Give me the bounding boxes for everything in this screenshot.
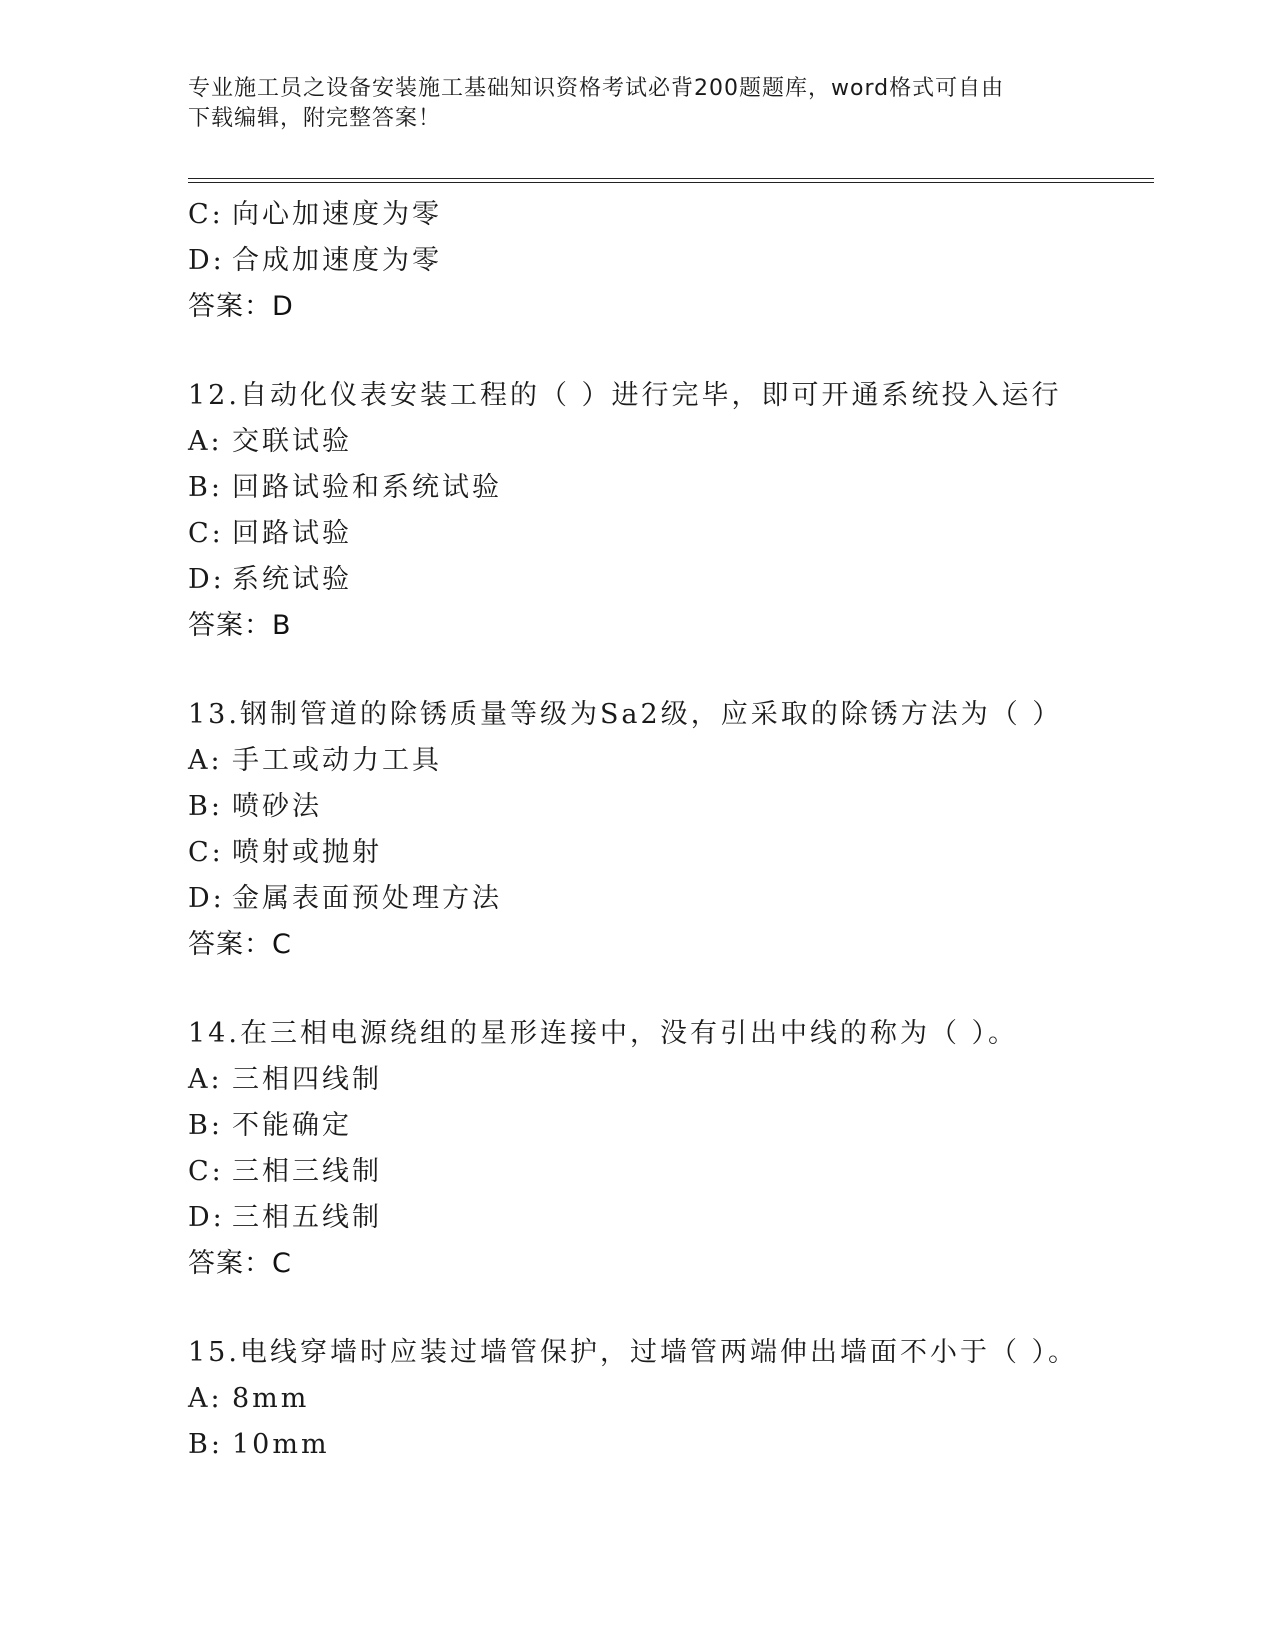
option-b (188, 1103, 1154, 1149)
question-title: 15.电线穿墙时应装过墙管保护，过墙管两端伸出墙面不小于（ ）。 (188, 1337, 1079, 1368)
option-label: A: (188, 426, 223, 457)
option-label: C: (188, 1156, 224, 1187)
question-title: 12.自动化仪表安装工程的（ ）进行完毕，即可开通系统投入运行 (188, 380, 1062, 411)
option-label: D: (188, 245, 225, 276)
answer-line: 答案：B (188, 610, 292, 641)
answer-line: 答案：C (188, 929, 292, 960)
option-label: A: (188, 745, 223, 776)
header-divider (188, 178, 1154, 183)
option-b (188, 465, 1154, 511)
option-text: 10mm (232, 1429, 330, 1460)
option-a (188, 1057, 1154, 1103)
option-text: 不能确定 (232, 1110, 352, 1141)
answer-line: 答案：D (188, 291, 294, 322)
option-text: 喷砂法 (232, 791, 322, 822)
answer-line: 答案：C (188, 1248, 292, 1279)
header-title-line-2: 下载编辑，附完整答案！ (188, 106, 442, 131)
option-text: 三相四线制 (232, 1064, 382, 1095)
option-a (188, 738, 1154, 784)
option-label: C: (188, 199, 224, 230)
option-label: B: (188, 1110, 223, 1141)
option-text: 合成加速度为零 (232, 245, 442, 276)
option-c (188, 511, 1154, 557)
option-b (188, 1422, 1154, 1468)
option-label: A: (188, 1383, 223, 1414)
option-text: 回路试验 (232, 518, 352, 549)
option-text: 系统试验 (232, 564, 352, 595)
question-title: 13.钢制管道的除锈质量等级为Sa2级，应采取的除锈方法为（ ） (188, 699, 1063, 730)
option-text: 三相三线制 (232, 1156, 382, 1187)
option-label: A: (188, 1064, 223, 1095)
option-d (188, 1195, 1154, 1241)
option-label: C: (188, 518, 224, 549)
option-b (188, 784, 1154, 830)
question-11-continued (188, 192, 1154, 330)
option-text: 回路试验和系统试验 (232, 472, 502, 503)
option-text: 金属表面预处理方法 (232, 883, 502, 914)
option-label: D: (188, 1202, 225, 1233)
option-c (188, 1149, 1154, 1195)
option-a (188, 1376, 1154, 1422)
option-d (188, 238, 1154, 284)
question-list (188, 192, 1154, 1511)
option-text: 三相五线制 (232, 1202, 382, 1233)
question-14 (188, 1011, 1154, 1287)
option-c (188, 192, 1154, 238)
option-label: B: (188, 1429, 223, 1460)
option-label: D: (188, 564, 225, 595)
option-text: 喷射或抛射 (232, 837, 382, 868)
option-text: 交联试验 (232, 426, 352, 457)
option-a (188, 419, 1154, 465)
option-label: C: (188, 837, 224, 868)
option-text: 向心加速度为零 (232, 199, 442, 230)
question-title: 14.在三相电源绕组的星形连接中，没有引出中线的称为（ ）。 (188, 1018, 1019, 1049)
question-12 (188, 373, 1154, 649)
header-title-line-1: 专业施工员之设备安装施工基础知识资格考试必背200题题库，word格式可自由 (188, 76, 1005, 101)
option-label: D: (188, 883, 225, 914)
option-label: B: (188, 791, 223, 822)
option-d (188, 557, 1154, 603)
document-header (188, 74, 1068, 134)
option-d (188, 876, 1154, 922)
option-label: B: (188, 472, 223, 503)
option-c (188, 830, 1154, 876)
question-15 (188, 1330, 1154, 1468)
option-text: 手工或动力工具 (232, 745, 442, 776)
option-text: 8mm (232, 1383, 310, 1414)
question-13 (188, 692, 1154, 968)
